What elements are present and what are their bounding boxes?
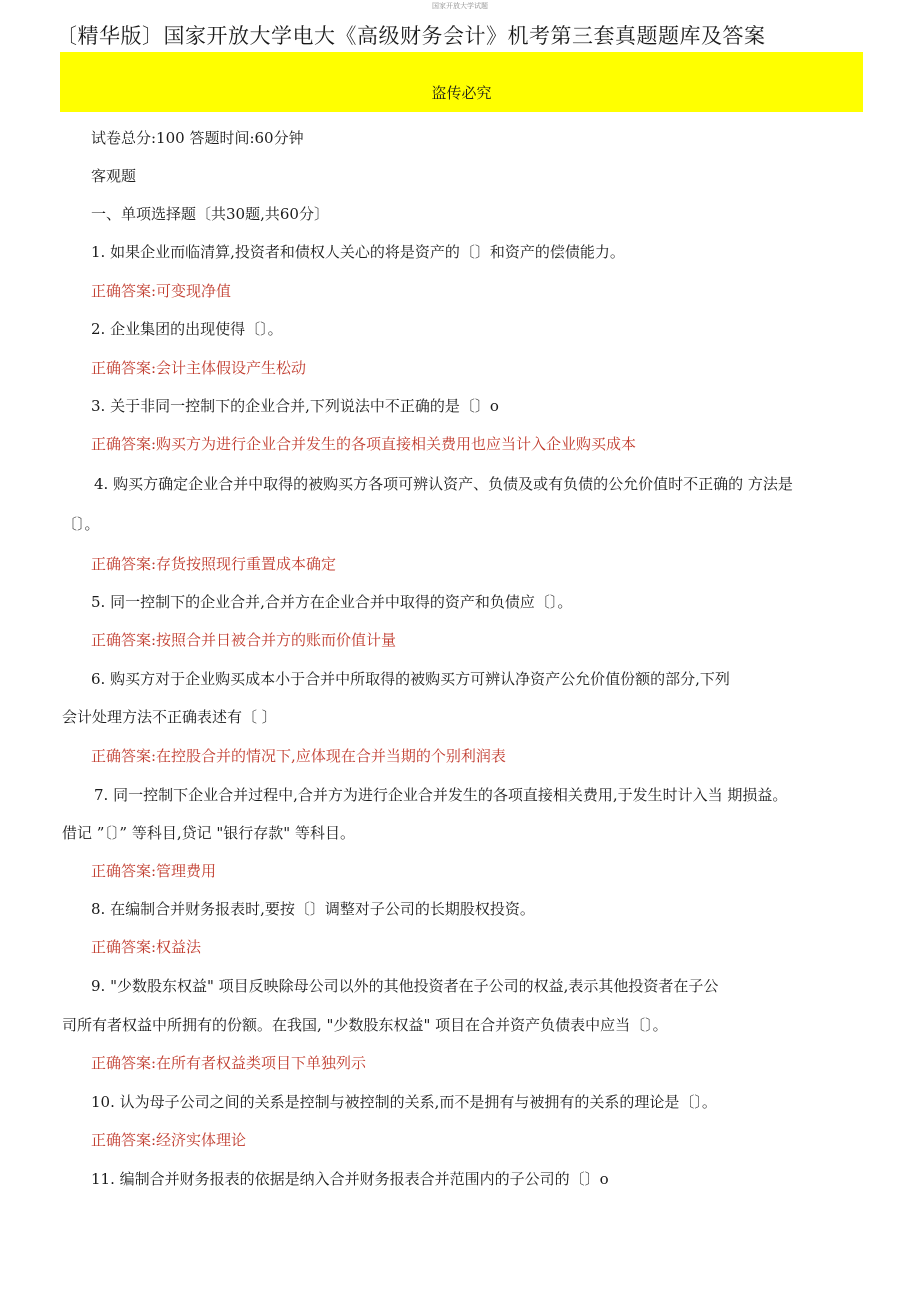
- answer-text: 正确答案:权益法: [91, 938, 202, 956]
- section-title: 客观题: [91, 167, 137, 185]
- answer-text: 正确答案:经济实体理论: [91, 1131, 247, 1149]
- question-text-cont: 〔〕。: [62, 515, 100, 533]
- question-text: 5. 同一控制下的企业合并,合并方在企业合并中取得的资产和负债应〔〕。: [91, 593, 573, 611]
- question-text: 8. 在编制合并财务报表时,要按〔〕调整对子公司的长期股权投资。: [91, 900, 535, 918]
- answer-text: 正确答案:按照合并日被合并方的账而价值计量: [91, 631, 397, 649]
- question-text: 3. 关于非同一控制下的企业合并,下列说法中不正确的是〔〕o: [91, 397, 499, 415]
- answer-text: 正确答案:购买方为进行企业合并发生的各项直接相关费用也应当计入企业购买成本: [91, 435, 637, 453]
- question-text: 1. 如果企业而临清算,投资者和债权人关心的将是资产的〔〕和资产的偿债能力。: [91, 243, 625, 261]
- answer-text: 正确答案:存货按照现行重置成本确定: [91, 555, 337, 573]
- question-text-cont: 会计处理方法不正确表述有〔 〕: [62, 708, 277, 726]
- question-text: 2. 企业集团的出现使得〔〕。: [91, 320, 283, 338]
- question-text: 11. 编制合并财务报表的依据是纳入合并财务报表合并范围内的子公司的〔〕o: [91, 1170, 609, 1188]
- document-title: 〔精华版〕国家开放大学电大《高级财务会计》机考第三套真题题库及答案: [56, 24, 766, 48]
- answer-text: 正确答案:管理费用: [91, 862, 217, 880]
- answer-text: 正确答案:可变现净值: [91, 282, 232, 300]
- question-text: 4. 购买方确定企业合并中取得的被购买方各项可辨认资产、负债及或有负债的公允价值时不正确的 方法是: [94, 475, 793, 493]
- answer-text: 正确答案:在所有者权益类项目下单独列示: [91, 1054, 367, 1072]
- question-text: 9. "少数股东权益" 项目反映除母公司以外的其他投资者在子公司的权益,表示其他投资者在子公: [91, 977, 719, 995]
- banner-text: 盗传必究: [431, 84, 492, 102]
- question-text: 7. 同一控制下企业合并过程中,合并方为进行企业合并发生的各项直接相关费用,于发生时计入当 期损益。: [94, 786, 788, 804]
- question-text: 6. 购买方对于企业购买成本小于合并中所取得的被购买方可辨认净资产公允价值份额的部分,下列: [91, 670, 730, 688]
- question-text: 10. 认为母子公司之间的关系是控制与被控制的关系,而不是拥有与被拥有的关系的理论是〔〕。: [91, 1093, 717, 1111]
- question-text-cont: 司所有者权益中所拥有的份额。在我国, "少数股东权益" 项目在合并资产负债表中应当〔〕。: [62, 1016, 668, 1034]
- exam-meta: 试卷总分:100 答题时间:60分钟: [91, 129, 304, 147]
- question-text-cont: 借记 ”〔〕” 等科目,贷记 "银行存款" 等科目。: [62, 824, 355, 842]
- watermark-banner: [60, 52, 863, 112]
- answer-text: 正确答案:在控股合并的情况下,应体现在合并当期的个别利润表: [91, 747, 506, 765]
- page-header: 国家开放大学试题: [432, 2, 488, 10]
- answer-text: 正确答案:会计主体假设产生松动: [91, 359, 307, 377]
- part-title: 一、单项选择题〔共30题,共60分〕: [91, 205, 329, 223]
